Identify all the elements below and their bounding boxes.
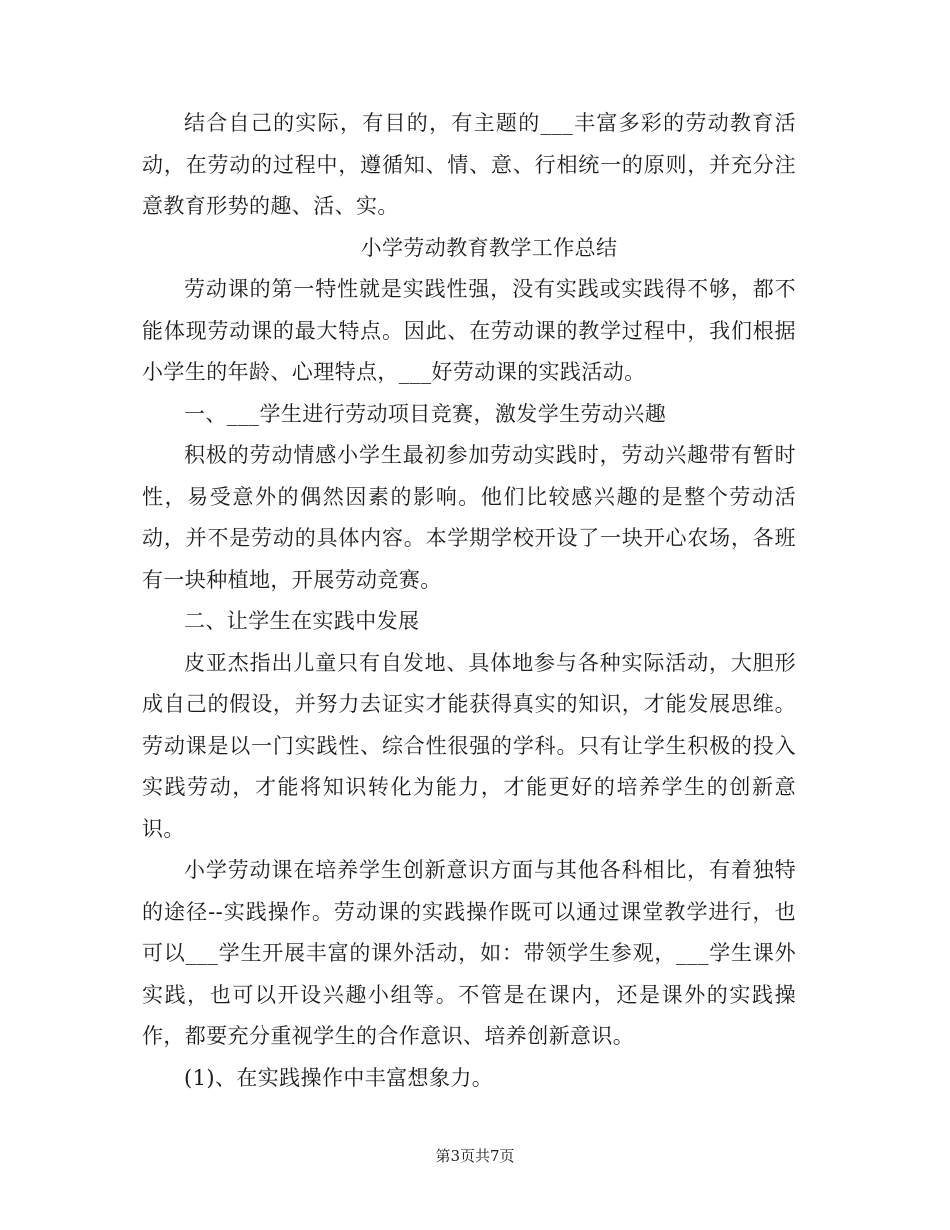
paragraph-6: (1)、在实践操作中丰富想象力。 xyxy=(184,1065,494,1090)
section-title: 小学劳动教育教学工作总结 xyxy=(360,235,618,260)
page-number-footer: 第3页共7页 xyxy=(435,1147,515,1165)
document-body xyxy=(142,103,796,1099)
subheading-1: 一、___学生进行劳动项目竞赛，激发学生劳动兴趣 xyxy=(184,401,667,426)
subheading-2: 二、让学生在实践中发展 xyxy=(184,609,420,633)
paragraph-5: 小学劳动课在培养学生创新意识方面与其他各科相比，有着独特的途径--实践操作。劳动课的实践操作既可以通过课堂教学进行，也可以___学生开展丰富的课外活动，如：带领学生参观，___学生课外实践，也可以开设兴趣小组等。不管是在课内，还是课外的实践操作，都要充分重视学生的合作意识、培养创新意识。 xyxy=(142,858,796,1048)
paragraph-4: 皮亚杰指出儿童只有自发地、具体地参与各种实际活动，大胆形成自己的假设，并努力去证实才能获得真实的知识，才能发展思维。劳动课是以一门实践性、综合性很强的学科。只有让学生积极的投入实践劳动，才能将知识转化为能力，才能更好的培养学生的创新意识。 xyxy=(142,650,796,841)
paragraph-3: 积极的劳动情感小学生最初参加劳动实践时，劳动兴趣带有暂时性，易受意外的偶然因素的影响。他们比较感兴趣的是整个劳动活动，并不是劳动的具体内容。本学期学校开设了一块开心农场，各班有一块种植地，开展劳动竞赛。 xyxy=(142,443,796,592)
paragraph-2: 劳动课的第一特性就是实践性强，没有实践或实践得不够，都不能体现劳动课的最大特点。因此、在劳动课的教学过程中，我们根据小学生的年龄、心理特点，___好劳动课的实践活动。 xyxy=(142,277,796,384)
paragraph-1: 结合自己的实际，有目的，有主题的___丰富多彩的劳动教育活动，在劳动的过程中，遵循知、情、意、行相统一的原则，并充分注意教育形势的趣、活、实。 xyxy=(142,111,796,218)
